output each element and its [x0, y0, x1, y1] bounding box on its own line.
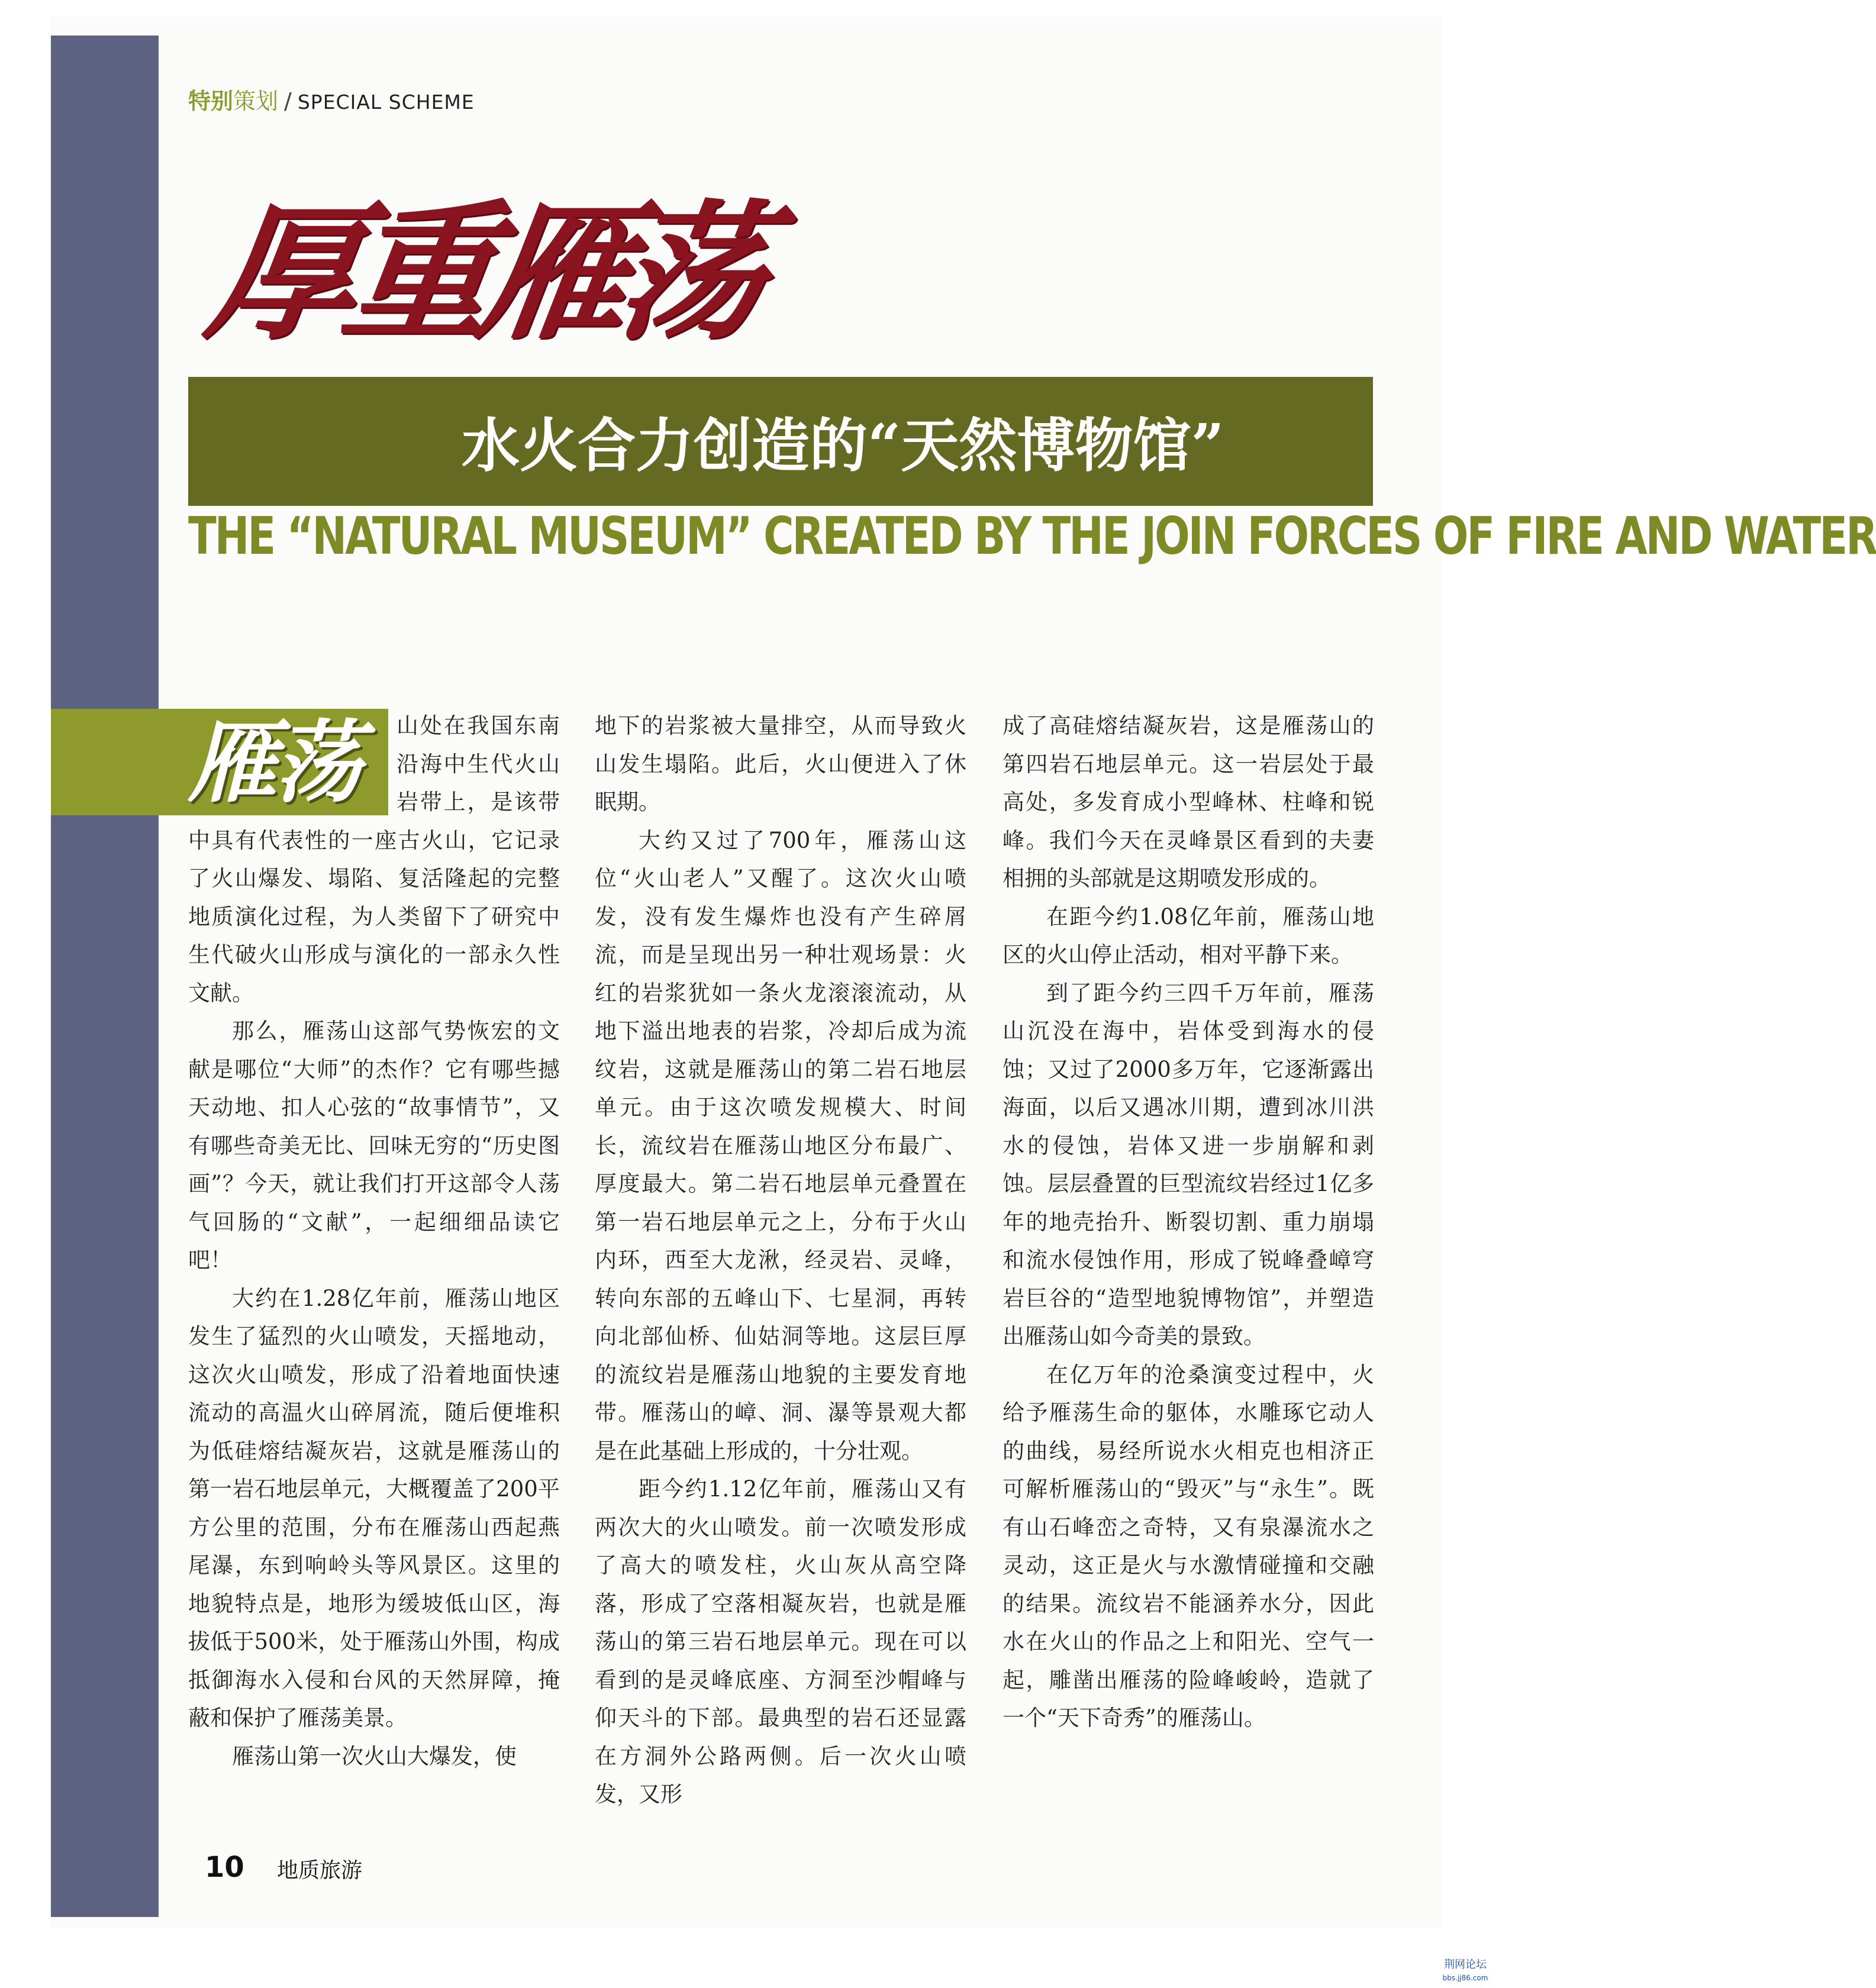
paragraph: 山处在我国东南沿海中生代火山岩带上，是该带中具有代表性的一座古火山，它记录了火山爆发、塌陷、复活隆起的完整地质演化过程，为人类留下了研究中生代破火山形成与演化的一部永久性文献。 — [188, 713, 560, 1006]
paragraph: 大约又过了700年，雁荡山这位“火山老人”又醒了。这次火山喷发，没有发生爆炸也没有产生碎屑流，而是呈现出另一种壮观场景：火红的岩浆犹如一条火龙滚滚流动，从地下溢出地表的岩浆，冷却后成为流纹岩，这就是雁荡山的第二岩石地层单元。由于这次喷发规模大、时间长，流纹岩在雁荡山地区分布最广、厚度最大。第二岩石地层单元叠置在第一岩石地层单元之上，分布于火山内环，西至大龙湫，经灵岩、灵峰，转向东部的五峰山下、七星洞，再转向北部仙桥、仙姑洞等地。这层巨厚的流纹岩是雁荡山地貌的主要发育地带。雁荡山的嶂、洞、瀑等景观大都是在此基础上形成的，十分壮观。 — [595, 827, 966, 1464]
side-color-bar — [51, 36, 159, 1917]
page-number: 10 — [205, 1851, 244, 1884]
article-subtitle-chinese: 水火合力创造的“天然博物馆” — [462, 412, 1224, 480]
paragraph: 到了距今约三四千万年前，雁荡山沉没在海中，岩体受到海水的侵蚀；又过了2000多万年，它逐渐露出海面，以后又遇冰川期，遭到冰川洪水的侵蚀，岩体又进一步崩解和剥蚀。层层叠置的巨型流纹岩经过1亿多年的地壳抬升、断裂切割、重力崩塌和流水侵蚀作用，形成了锐峰叠嶂穹岩巨谷的“造型地貌博物馆”，并塑造出雁荡山如今奇美的景致。 — [1003, 980, 1374, 1349]
watermark-url: bbs.jj86.com — [1442, 1974, 1488, 1982]
watermark — [1442, 1958, 1489, 1984]
paragraph: 那么，雁荡山这部气势恢宏的文献是哪位“大师”的杰作？它有哪些撼天动地、扣人心弦的“故事情节”，又有哪些奇美无比、回味无穷的“历史图画”？今天，就让我们打开这部令人荡气回肠的“文献”，一起细细品读它吧！ — [188, 1018, 560, 1273]
paragraph: 在亿万年的沧桑演变过程中，火给予雁荡生命的躯体，水雕琢它动人的曲线，易经所说水火相克也相济正可解析雁荡山的“毁灭”与“永生”。既有山石峰峦之奇特，又有泉瀑流水之灵动，这正是火与水激情碰撞和交融的结果。流纹岩不能涵养水分，因此水在火山的作品之上和阳光、空气一起，雕凿出雁荡的险峰峻岭，造就了一个“天下奇秀”的雁荡山。 — [1003, 1361, 1374, 1731]
paragraph: 距今约1.12亿年前，雁荡山又有两次大的火山喷发。前一次喷发形成了高大的喷发柱，火山灰从高空降落，形成了空落相凝灰岩，也就是雁荡山的第三岩石地层单元。现在可以看到的是灵峰底座、方洞至沙帽峰与仰天斗的下部。最典型的岩石还显露在方洞外公路两侧。后一次火山喷发，又形 — [595, 1476, 966, 1807]
column-2 — [595, 707, 966, 1814]
magazine-name: 地质旅游 — [277, 1858, 363, 1883]
paragraph: 大约在1.28亿年前，雁荡山地区发生了猛烈的火山喷发，天摇地动，这次火山喷发，形成了沿着地面快速流动的高温火山碎屑流，随后便堆积为低硅熔结凝灰岩，这就是雁荡山的第一岩石地层单元，大概覆盖了200平方公里的范围，分布在雁荡山西起燕尾瀑，东到响岭头等风景区。这里的地貌特点是，地形为缓坡低山区，海拔低于500米，处于雁荡山外围，构成抵御海水入侵和台风的天然屏障，掩蔽和保护了雁荡美景。 — [188, 1285, 560, 1731]
paragraph: 在距今约1.08亿年前，雁荡山地区的火山停止活动，相对平静下来。 — [1003, 903, 1374, 967]
article-title: 厚重雁荡 — [198, 185, 767, 359]
column-3 — [1003, 707, 1374, 1738]
article-subtitle-english: THE “NATURAL MUSEUM” CREATED BY THE JOIN FORCES OF FIRE AND WATER — [188, 505, 1876, 566]
section-label-slash: / — [284, 88, 292, 114]
section-label-english: SPECIAL SCHEME — [297, 91, 475, 114]
paragraph: 成了高硅熔结凝灰岩，这是雁荡山的第四岩石地层单元。这一岩层处于最高处，多发育成小型峰林、柱峰和锐峰。我们今天在灵峰景区看到的夫妻相拥的头部就是这期喷发形成的。 — [1003, 713, 1374, 891]
paragraph: 地下的岩浆被大量排空，从而导致火山发生塌陷。此后，火山便进入了休眠期。 — [595, 713, 966, 815]
section-label-bold: 特别 — [188, 88, 234, 114]
section-label — [188, 83, 475, 115]
dropcap: 雁荡 — [188, 711, 359, 815]
section-label-light: 策划 — [233, 88, 279, 114]
paragraph: 雁荡山第一次火山大爆发，使 — [232, 1743, 517, 1769]
dropcap-spacer — [188, 707, 397, 819]
watermark-title: 荆网论坛 — [1444, 1958, 1487, 1971]
column-1 — [188, 707, 560, 1776]
